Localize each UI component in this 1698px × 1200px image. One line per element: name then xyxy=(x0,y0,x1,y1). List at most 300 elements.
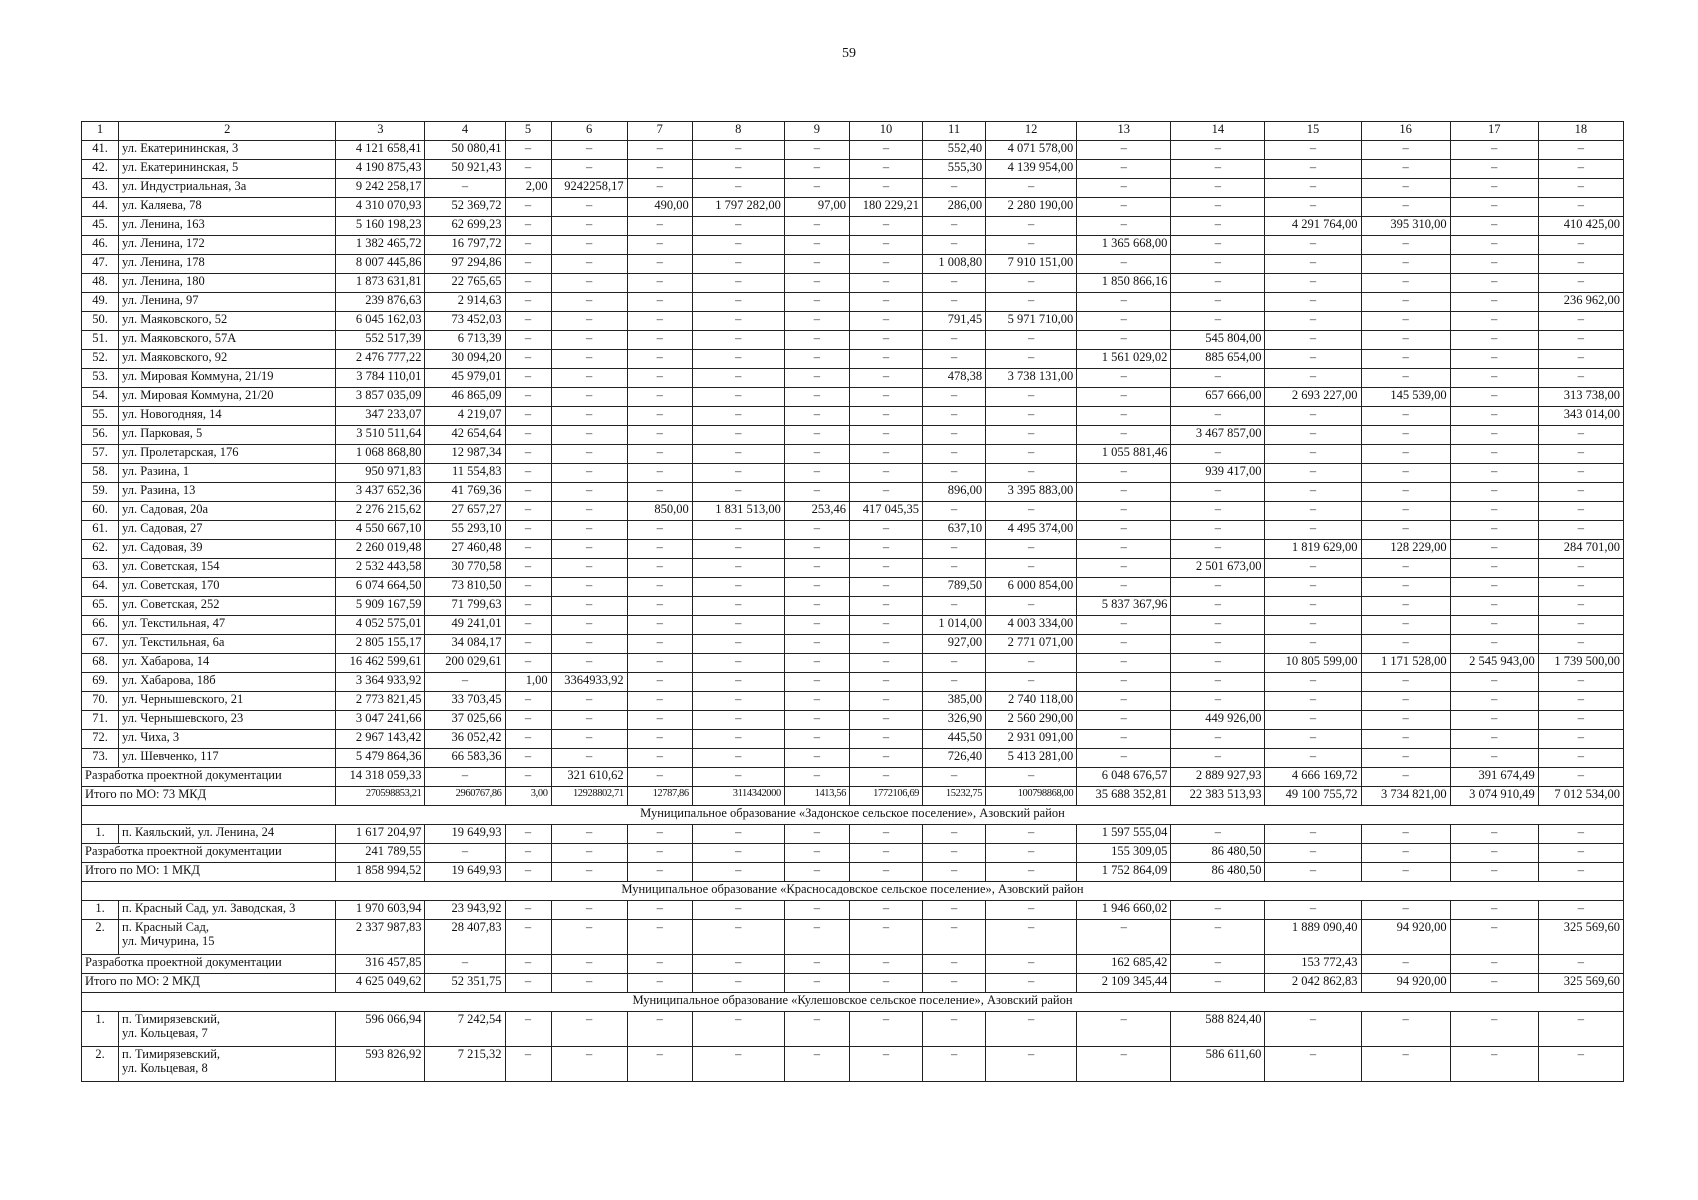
table-cell: – xyxy=(1450,426,1538,445)
table-cell: 5 413 281,00 xyxy=(986,749,1077,768)
table-cell: 2 276 215,62 xyxy=(336,502,425,521)
table-cell: – xyxy=(1450,141,1538,160)
table-cell: – xyxy=(551,955,627,974)
table-cell: – xyxy=(1538,597,1623,616)
table-cell: – xyxy=(986,426,1077,445)
row-index: 57. xyxy=(82,445,119,464)
table-cell: – xyxy=(692,331,784,350)
table-cell: – xyxy=(551,1047,627,1082)
table-cell: – xyxy=(923,920,986,955)
address-cell: ул. Текстильная, 47 xyxy=(119,616,336,635)
table-cell: – xyxy=(627,559,692,578)
table-cell: 1 055 881,46 xyxy=(1077,445,1171,464)
table-cell: – xyxy=(1450,559,1538,578)
table-cell: 236 962,00 xyxy=(1538,293,1623,312)
table-cell: 4 190 875,43 xyxy=(336,160,425,179)
table-cell: – xyxy=(692,1012,784,1047)
table-cell: – xyxy=(1450,483,1538,502)
table-cell: – xyxy=(1450,312,1538,331)
table-cell: – xyxy=(692,464,784,483)
table-cell: – xyxy=(1538,768,1623,787)
table-cell: – xyxy=(1361,749,1450,768)
table-cell: – xyxy=(1538,901,1623,920)
table-row xyxy=(82,540,1624,559)
table-cell: – xyxy=(551,578,627,597)
table-cell: 180 229,21 xyxy=(849,198,922,217)
table-cell: – xyxy=(551,236,627,255)
table-cell: – xyxy=(986,464,1077,483)
table-cell: 1 561 029,02 xyxy=(1077,350,1171,369)
table-cell: – xyxy=(1450,445,1538,464)
column-number-cell: 10 xyxy=(849,122,922,141)
table-cell: – xyxy=(784,1012,849,1047)
table-cell: 1 617 204,97 xyxy=(336,825,425,844)
section-heading: Муниципальное образование «Кулешовское сельское поселение», Азовский район xyxy=(82,993,1624,1012)
table-cell: – xyxy=(1077,160,1171,179)
table-row xyxy=(82,198,1624,217)
table-cell: 270598853,21 xyxy=(336,787,425,806)
table-cell: 927,00 xyxy=(923,635,986,654)
table-cell: – xyxy=(1171,730,1265,749)
table-cell: – xyxy=(692,407,784,426)
table-cell: – xyxy=(1361,236,1450,255)
row-index: 43. xyxy=(82,179,119,198)
table-cell: – xyxy=(1450,616,1538,635)
table-cell: – xyxy=(923,955,986,974)
table-cell: 2 109 345,44 xyxy=(1077,974,1171,993)
table-cell: – xyxy=(1077,255,1171,274)
table-cell: – xyxy=(1171,407,1265,426)
table-cell: 385,00 xyxy=(923,692,986,711)
table-cell: – xyxy=(505,654,551,673)
table-cell: – xyxy=(1265,160,1361,179)
summary-label: Разработка проектной документации xyxy=(82,844,336,863)
table-cell: – xyxy=(1450,730,1538,749)
table-cell: – xyxy=(849,1047,922,1082)
table-cell: – xyxy=(1361,711,1450,730)
table-cell: – xyxy=(986,955,1077,974)
address-cell: ул. Ленина, 180 xyxy=(119,274,336,293)
table-row xyxy=(82,179,1624,198)
table-row xyxy=(82,616,1624,635)
table-cell: – xyxy=(692,901,784,920)
table-cell: – xyxy=(849,825,922,844)
table-cell: 4 003 334,00 xyxy=(986,616,1077,635)
table-cell: – xyxy=(551,350,627,369)
table-cell: 7 242,54 xyxy=(425,1012,505,1047)
table-cell: 19 649,93 xyxy=(425,825,505,844)
table-cell: – xyxy=(849,426,922,445)
table-cell: – xyxy=(923,502,986,521)
table-cell: 3364933,92 xyxy=(551,673,627,692)
table-cell: 42 654,64 xyxy=(425,426,505,445)
table-cell: – xyxy=(1265,198,1361,217)
table-cell: 1772106,69 xyxy=(849,787,922,806)
table-cell: 896,00 xyxy=(923,483,986,502)
table-cell: 4 219,07 xyxy=(425,407,505,426)
table-cell: – xyxy=(784,331,849,350)
row-index: 50. xyxy=(82,312,119,331)
table-cell: – xyxy=(1361,464,1450,483)
table-cell: – xyxy=(1538,502,1623,521)
table-cell: – xyxy=(1171,483,1265,502)
row-index: 51. xyxy=(82,331,119,350)
summary-row xyxy=(82,955,1624,974)
table-cell: – xyxy=(1361,483,1450,502)
table-cell: – xyxy=(784,749,849,768)
row-index: 2. xyxy=(82,920,119,955)
table-cell: – xyxy=(627,540,692,559)
table-cell: – xyxy=(1450,920,1538,955)
table-cell: 66 583,36 xyxy=(425,749,505,768)
address-cell: ул. Советская, 154 xyxy=(119,559,336,578)
table-cell: – xyxy=(784,974,849,993)
table-cell: – xyxy=(1265,597,1361,616)
table-cell: – xyxy=(505,217,551,236)
table-cell: – xyxy=(1361,426,1450,445)
table-cell: – xyxy=(1538,863,1623,882)
table-cell: 1 819 629,00 xyxy=(1265,540,1361,559)
table-cell: – xyxy=(1077,559,1171,578)
table-cell: – xyxy=(1361,445,1450,464)
table-cell: – xyxy=(505,955,551,974)
table-cell: – xyxy=(784,312,849,331)
table-cell: 5 160 198,23 xyxy=(336,217,425,236)
table-cell: 9242258,17 xyxy=(551,179,627,198)
table-cell: – xyxy=(849,388,922,407)
table-cell: – xyxy=(551,388,627,407)
table-cell: 2 532 443,58 xyxy=(336,559,425,578)
column-number-cell: 5 xyxy=(505,122,551,141)
table-cell: – xyxy=(1538,464,1623,483)
address-cell: п. Тимирязевский, ул. Кольцевая, 7 xyxy=(119,1012,336,1047)
table-cell: 490,00 xyxy=(627,198,692,217)
table-cell: – xyxy=(923,597,986,616)
table-cell: – xyxy=(627,711,692,730)
table-cell: – xyxy=(1450,635,1538,654)
table-cell: – xyxy=(1077,388,1171,407)
address-cell: ул. Хабарова, 18б xyxy=(119,673,336,692)
table-cell: – xyxy=(1171,654,1265,673)
table-cell: – xyxy=(551,312,627,331)
table-cell: – xyxy=(1077,217,1171,236)
table-row xyxy=(82,236,1624,255)
table-cell: – xyxy=(1171,312,1265,331)
row-index: 67. xyxy=(82,635,119,654)
table-cell: – xyxy=(1077,426,1171,445)
table-cell: 4 495 374,00 xyxy=(986,521,1077,540)
table-cell: 789,50 xyxy=(923,578,986,597)
table-cell: – xyxy=(627,901,692,920)
summary-label: Разработка проектной документации xyxy=(82,768,336,787)
table-cell: – xyxy=(1265,274,1361,293)
column-number-cell: 12 xyxy=(986,122,1077,141)
table-cell: – xyxy=(986,274,1077,293)
summary-row xyxy=(82,974,1624,993)
address-cell: ул. Индустриальная, 3а xyxy=(119,179,336,198)
column-number-cell: 9 xyxy=(784,122,849,141)
table-cell: – xyxy=(505,578,551,597)
table-cell: – xyxy=(505,559,551,578)
table-cell: 30 770,58 xyxy=(425,559,505,578)
table-cell: 552,40 xyxy=(923,141,986,160)
table-cell: – xyxy=(1361,198,1450,217)
table-cell: – xyxy=(784,635,849,654)
table-cell: 10 805 599,00 xyxy=(1265,654,1361,673)
table-cell: – xyxy=(551,521,627,540)
table-cell: – xyxy=(1265,1012,1361,1047)
summary-label: Итого по МО: 2 МКД xyxy=(82,974,336,993)
column-number-cell: 11 xyxy=(923,122,986,141)
table-cell: – xyxy=(627,825,692,844)
table-cell: – xyxy=(1171,160,1265,179)
table-cell: – xyxy=(1265,730,1361,749)
table-cell: – xyxy=(505,502,551,521)
table-cell: – xyxy=(1077,616,1171,635)
address-cell: ул. Ленина, 178 xyxy=(119,255,336,274)
table-cell: 16 462 599,61 xyxy=(336,654,425,673)
table-cell: – xyxy=(505,863,551,882)
table-cell: – xyxy=(1077,711,1171,730)
table-cell: – xyxy=(551,502,627,521)
table-cell: 449 926,00 xyxy=(1171,711,1265,730)
table-row xyxy=(82,1047,1624,1082)
table-cell: – xyxy=(849,521,922,540)
table-cell: – xyxy=(627,293,692,312)
table-row xyxy=(82,464,1624,483)
table-cell: – xyxy=(986,350,1077,369)
table-cell: 284 701,00 xyxy=(1538,540,1623,559)
summary-label: Разработка проектной документации xyxy=(82,955,336,974)
table-cell: – xyxy=(1538,825,1623,844)
table-cell: – xyxy=(1450,217,1538,236)
table-cell: – xyxy=(1538,236,1623,255)
table-cell: – xyxy=(1171,635,1265,654)
table-cell: – xyxy=(1361,863,1450,882)
table-cell: – xyxy=(1265,236,1361,255)
column-number-cell: 17 xyxy=(1450,122,1538,141)
table-cell: – xyxy=(627,236,692,255)
table-cell: 86 480,50 xyxy=(1171,844,1265,863)
table-cell: 939 417,00 xyxy=(1171,464,1265,483)
table-cell: 850,00 xyxy=(627,502,692,521)
table-cell: 343 014,00 xyxy=(1538,407,1623,426)
table-cell: 1,00 xyxy=(505,673,551,692)
table-cell: 36 052,42 xyxy=(425,730,505,749)
table-cell: – xyxy=(784,179,849,198)
table-cell: – xyxy=(1361,825,1450,844)
table-cell: – xyxy=(692,217,784,236)
table-cell: – xyxy=(986,407,1077,426)
table-cell: – xyxy=(784,901,849,920)
table-cell: 1 970 603,94 xyxy=(336,901,425,920)
table-cell: – xyxy=(1077,635,1171,654)
table-cell: – xyxy=(849,293,922,312)
table-cell: – xyxy=(1171,179,1265,198)
table-cell: – xyxy=(1361,141,1450,160)
table-cell: – xyxy=(627,160,692,179)
table-cell: – xyxy=(627,635,692,654)
table-cell: – xyxy=(1077,1012,1171,1047)
table-cell: – xyxy=(692,255,784,274)
table-cell: – xyxy=(1538,635,1623,654)
table-cell: – xyxy=(784,255,849,274)
table-cell: – xyxy=(1077,407,1171,426)
summary-label: Итого по МО: 73 МКД xyxy=(82,787,336,806)
table-cell: – xyxy=(627,426,692,445)
table-cell: – xyxy=(784,578,849,597)
table-cell: – xyxy=(692,160,784,179)
table-cell: 12 987,34 xyxy=(425,445,505,464)
table-row xyxy=(82,559,1624,578)
table-cell: – xyxy=(1450,407,1538,426)
table-row xyxy=(82,578,1624,597)
table-cell: – xyxy=(1450,274,1538,293)
table-cell: – xyxy=(923,974,986,993)
table-cell: – xyxy=(627,521,692,540)
table-cell: – xyxy=(505,711,551,730)
table-cell: 52 351,75 xyxy=(425,974,505,993)
table-cell: – xyxy=(1171,749,1265,768)
table-cell: – xyxy=(986,331,1077,350)
table-cell: – xyxy=(551,540,627,559)
table-cell: 128 229,00 xyxy=(1361,540,1450,559)
table-cell: – xyxy=(849,274,922,293)
table-cell: – xyxy=(505,635,551,654)
table-cell: – xyxy=(551,198,627,217)
summary-row xyxy=(82,768,1624,787)
table-cell: – xyxy=(923,1012,986,1047)
table-cell: 325 569,60 xyxy=(1538,974,1623,993)
table-cell: 552 517,39 xyxy=(336,331,425,350)
table-cell: 86 480,50 xyxy=(1171,863,1265,882)
table-row xyxy=(82,407,1624,426)
table-cell: – xyxy=(849,464,922,483)
row-index: 53. xyxy=(82,369,119,388)
row-index: 61. xyxy=(82,521,119,540)
table-cell: 2,00 xyxy=(505,179,551,198)
table-cell: – xyxy=(849,578,922,597)
table-cell: – xyxy=(1450,844,1538,863)
table-cell: – xyxy=(551,920,627,955)
table-cell: – xyxy=(1171,597,1265,616)
table-cell: – xyxy=(551,825,627,844)
table-cell: – xyxy=(551,635,627,654)
table-row xyxy=(82,312,1624,331)
table-cell: – xyxy=(692,483,784,502)
table-row xyxy=(82,635,1624,654)
table-cell: 2 260 019,48 xyxy=(336,540,425,559)
table-cell: – xyxy=(784,236,849,255)
table-cell: 3,00 xyxy=(505,787,551,806)
table-cell: – xyxy=(692,540,784,559)
table-cell: 1413,56 xyxy=(784,787,849,806)
table-cell: – xyxy=(1450,388,1538,407)
table-cell: – xyxy=(1361,901,1450,920)
table-cell: 286,00 xyxy=(923,198,986,217)
table-cell: 6 000 854,00 xyxy=(986,578,1077,597)
table-cell: – xyxy=(425,955,505,974)
table-cell: 3 734 821,00 xyxy=(1361,787,1450,806)
table-cell: – xyxy=(1171,274,1265,293)
table-cell: – xyxy=(627,955,692,974)
table-cell: – xyxy=(849,369,922,388)
table-cell: – xyxy=(551,616,627,635)
table-cell: 4 139 954,00 xyxy=(986,160,1077,179)
table-cell: – xyxy=(551,654,627,673)
table-cell: – xyxy=(849,559,922,578)
table-cell: – xyxy=(1265,521,1361,540)
table-cell: 30 094,20 xyxy=(425,350,505,369)
table-cell: – xyxy=(627,255,692,274)
address-cell: ул. Хабарова, 14 xyxy=(119,654,336,673)
table-cell: – xyxy=(505,1012,551,1047)
table-cell: – xyxy=(505,274,551,293)
table-cell: – xyxy=(1361,730,1450,749)
table-cell: – xyxy=(849,711,922,730)
table-cell: – xyxy=(1538,955,1623,974)
table-cell: 49 100 755,72 xyxy=(1265,787,1361,806)
table-cell: – xyxy=(505,597,551,616)
table-cell: 3 074 910,49 xyxy=(1450,787,1538,806)
table-cell: 7 012 534,00 xyxy=(1538,787,1623,806)
table-cell: – xyxy=(692,955,784,974)
table-cell: – xyxy=(692,825,784,844)
table-cell: – xyxy=(627,1047,692,1082)
table-cell: – xyxy=(1538,692,1623,711)
table-cell: – xyxy=(1361,597,1450,616)
table-cell: – xyxy=(784,1047,849,1082)
table-cell: – xyxy=(1538,749,1623,768)
table-cell: – xyxy=(1077,673,1171,692)
table-cell: – xyxy=(1450,578,1538,597)
table-cell: – xyxy=(627,483,692,502)
table-cell: – xyxy=(505,825,551,844)
table-cell: – xyxy=(784,540,849,559)
table-cell: – xyxy=(784,597,849,616)
address-cell: ул. Текстильная, 6а xyxy=(119,635,336,654)
table-cell: – xyxy=(505,312,551,331)
table-cell: – xyxy=(1077,312,1171,331)
table-cell: – xyxy=(1265,464,1361,483)
table-cell: 50 921,43 xyxy=(425,160,505,179)
table-cell: – xyxy=(627,616,692,635)
table-cell: – xyxy=(692,844,784,863)
table-cell: 6 045 162,03 xyxy=(336,312,425,331)
table-cell: – xyxy=(505,1047,551,1082)
table-cell: – xyxy=(986,654,1077,673)
table-cell: 2 773 821,45 xyxy=(336,692,425,711)
table-cell: – xyxy=(505,160,551,179)
table-row xyxy=(82,293,1624,312)
table-cell: – xyxy=(923,464,986,483)
table-cell: 2960767,86 xyxy=(425,787,505,806)
table-cell: 19 649,93 xyxy=(425,863,505,882)
summary-row xyxy=(82,863,1624,882)
table-cell: – xyxy=(505,388,551,407)
table-cell: – xyxy=(923,863,986,882)
table-cell: – xyxy=(1265,635,1361,654)
table-cell: – xyxy=(1450,179,1538,198)
table-cell: 2 914,63 xyxy=(425,293,505,312)
table-cell: 50 080,41 xyxy=(425,141,505,160)
section-heading-row xyxy=(82,993,1624,1012)
table-cell: 200 029,61 xyxy=(425,654,505,673)
table-cell: – xyxy=(425,673,505,692)
address-cell: п. Тимирязевский, ул. Кольцевая, 8 xyxy=(119,1047,336,1082)
table-cell: – xyxy=(505,236,551,255)
table-cell: – xyxy=(1171,255,1265,274)
